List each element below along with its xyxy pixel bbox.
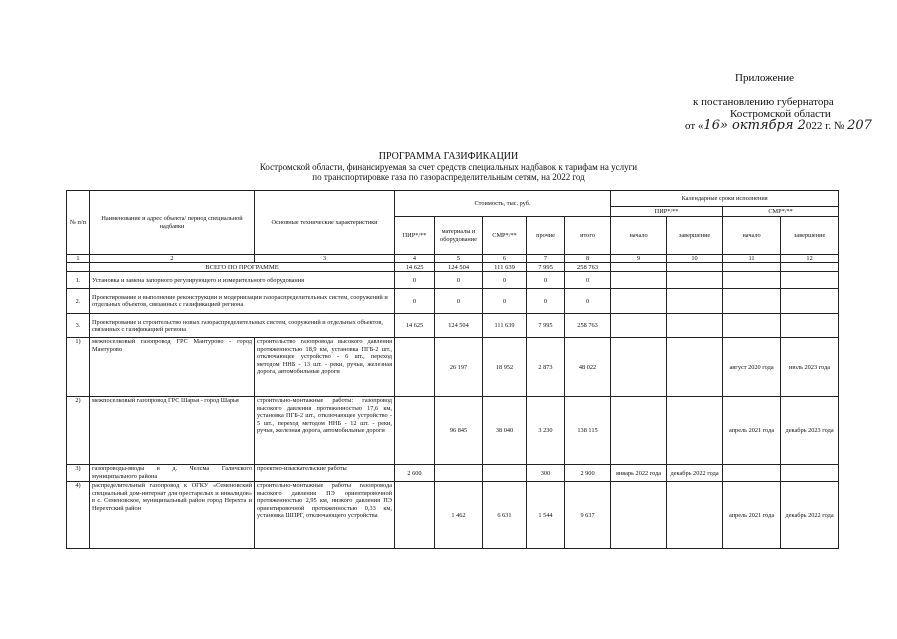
object-name: межпоселковый газопровод ГРС Шарья - город Шарья: [90, 397, 255, 465]
object-row: [67, 338, 839, 397]
column-number-row: [67, 255, 839, 263]
object-pir-end: [667, 397, 723, 465]
object-pir-end: декабрь 2022 года: [667, 465, 723, 482]
header-name: Наименование и адрес объекта/ период специальной надбавки: [90, 191, 255, 255]
section-pir: 14 625: [395, 314, 435, 338]
section-materials: 0: [435, 289, 483, 314]
col-num-10: 10: [667, 255, 723, 263]
object-pir: [395, 397, 435, 465]
gasification-program-table: [66, 190, 839, 549]
object-smr-start: август 2020 года: [723, 338, 781, 397]
total-total: 258 763: [565, 263, 611, 272]
header-pir-group: ПИР*/**: [611, 207, 723, 217]
total-pir: 14 625: [395, 263, 435, 272]
object-total: 9 637: [565, 482, 611, 549]
appendix-title: Приложение: [735, 72, 795, 84]
header-other: прочие: [527, 217, 565, 255]
object-pir-start: январь 2022 года: [611, 465, 667, 482]
col-num-12: 12: [781, 255, 839, 263]
header-materials: материалы и оборудование: [435, 217, 483, 255]
object-tech: строительство газопровода высокого давления протяженностью 18,9 км, установка ПГБ-2 шт., отключающее устройство - 6 шт., переход методом ННБ - 13 шт. - реки, ручьи, железная дорога, автомобильные дороги: [255, 338, 395, 397]
header-smr: СМР*/**: [483, 217, 527, 255]
object-pir-start: [611, 397, 667, 465]
appendix-region-line: Костромской области: [730, 108, 831, 120]
object-tech: строительно-монтажные работы: газопровод высокого давления протяженностью 17,6 км, установка ПГБ-2 шт., отключающее устройство - 5 шт., переход методом ННБ - 12 шт. - реки, ручьи, железная дорога, автомобильные дороги: [255, 397, 395, 465]
section-pir: 0: [395, 289, 435, 314]
object-other: 1 544: [527, 482, 565, 549]
object-materials: 26 197: [435, 338, 483, 397]
object-smr-start: [723, 465, 781, 482]
date-prefix: от «: [685, 120, 704, 132]
appendix-date-line: [685, 120, 872, 132]
object-total: 2 900: [565, 465, 611, 482]
object-num: 4): [67, 482, 90, 549]
handwritten-month: » октября 2: [719, 118, 806, 133]
col-num-6: 6: [483, 255, 527, 263]
section-num: 3.: [67, 314, 90, 338]
object-tech: проектно-изыскательские работы: [255, 465, 395, 482]
total-smr: 111 639: [483, 263, 527, 272]
object-smr-end: [781, 465, 839, 482]
header-num: № п/п: [67, 191, 90, 255]
object-materials: [435, 465, 483, 482]
object-row: [67, 482, 839, 549]
object-name: газопроводы-вводы в д. Челсма Галичского муниципального района: [90, 465, 255, 482]
object-pir-start: [611, 338, 667, 397]
section-total: 0: [565, 289, 611, 314]
section-smr: 111 639: [483, 314, 527, 338]
section-num: 1.: [67, 272, 90, 289]
object-smr-end: декабрь 2023 года: [781, 397, 839, 465]
section-materials: 0: [435, 272, 483, 289]
header-row-1: [67, 191, 839, 207]
object-other: 300: [527, 465, 565, 482]
object-row: [67, 397, 839, 465]
object-pir: 2 600: [395, 465, 435, 482]
object-other: 2 873: [527, 338, 565, 397]
object-pir-end: [667, 482, 723, 549]
section-name: Проектирование и строительство новых газораспределительных систем, сооружений и отдельных объектов, связанных с газификацией региона: [90, 314, 395, 338]
col-num-1: 1: [67, 255, 90, 263]
total-row: [67, 263, 839, 272]
col-num-2: 2: [90, 255, 255, 263]
section-materials: 124 504: [435, 314, 483, 338]
section-row: [67, 289, 839, 314]
object-pir-start: [611, 482, 667, 549]
col-num-7: 7: [527, 255, 565, 263]
object-row: [67, 465, 839, 482]
section-total: 258 763: [565, 314, 611, 338]
col-num-5: 5: [435, 255, 483, 263]
col-num-4: 4: [395, 255, 435, 263]
object-materials: 96 845: [435, 397, 483, 465]
object-name: межпоселковый газопровод ГРС Мантурово - город Мантурово: [90, 338, 255, 397]
object-total: 48 022: [565, 338, 611, 397]
header-pir-start: начало: [611, 217, 667, 255]
header-smr-start: начало: [723, 217, 781, 255]
object-name: распределительный газопровод к ОГКУ «Семеновский специальный дом-интернат для престарелых и инвалидов» в с. Семеновское, муниципальный район город Нерехта и Нерехтский район: [90, 482, 255, 549]
col-num-9: 9: [611, 255, 667, 263]
total-label: ВСЕГО ПО ПРОГРАММЕ: [90, 263, 395, 272]
col-num-3: 3: [255, 255, 395, 263]
total-materials: 124 504: [435, 263, 483, 272]
object-tech: строительно-монтажные работы газопровода высокого давления ПЭ ориентировочной протяженностью 2,95 км, низкого давления ПЭ ориентировочной протяженностью 0,33 км, установка ШПРГ, отключающего устройства: [255, 482, 395, 549]
section-pir: 0: [395, 272, 435, 289]
total-other: 7 995: [527, 263, 565, 272]
handwritten-day: 16: [703, 118, 720, 133]
object-smr-start: апрель 2021 года: [723, 397, 781, 465]
object-pir: [395, 482, 435, 549]
header-pir: ПИР*/**: [395, 217, 435, 255]
object-total: 138 115: [565, 397, 611, 465]
object-pir-end: [667, 338, 723, 397]
col-num-11: 11: [723, 255, 781, 263]
object-smr-end: июль 2023 года: [781, 338, 839, 397]
object-num: 2): [67, 397, 90, 465]
object-materials: 1 462: [435, 482, 483, 549]
section-other: 0: [527, 272, 565, 289]
object-smr: 6 631: [483, 482, 527, 549]
section-smr: 0: [483, 272, 527, 289]
section-row: [67, 272, 839, 289]
header-smr-group: СМР*/**: [723, 207, 839, 217]
section-other: 0: [527, 289, 565, 314]
object-num: 3): [67, 465, 90, 482]
object-num: 1): [67, 338, 90, 397]
section-name: Установка и замена запорного регулирующего и измерительного оборудования: [90, 272, 395, 289]
header-pir-end: завершение: [667, 217, 723, 255]
date-suffix: 022 г. №: [805, 120, 845, 132]
section-smr: 0: [483, 289, 527, 314]
program-title: ПРОГРАММА ГАЗИФИКАЦИИ: [378, 151, 519, 162]
section-row: [67, 314, 839, 338]
header-cost-group: Стоимость, тыс. руб.: [395, 191, 611, 217]
section-num: 2.: [67, 289, 90, 314]
section-name: Проектирование и выполнение реконструкции и модернизации газораспределительных систем, сооружений и отдельных объектов, связанных с газификацией региона: [90, 289, 395, 314]
object-smr-end: декабрь 2022 года: [781, 482, 839, 549]
appendix-decree-line: к постановлению губернатора: [693, 96, 834, 108]
object-smr-start: апрель 2021 года: [723, 482, 781, 549]
program-subtitle-line1: Костромской области, финансируемая за счет средств специальных надбавок к тарифам на услуги: [259, 162, 638, 172]
object-pir: [395, 338, 435, 397]
object-other: 3 230: [527, 397, 565, 465]
section-other: 7 995: [527, 314, 565, 338]
program-subtitle-line2: по транспортировке газа по газораспределительным сетям, на 2022 год: [312, 172, 585, 182]
object-smr: [483, 465, 527, 482]
object-smr: 38 040: [483, 397, 527, 465]
header-smr-end: завершение: [781, 217, 839, 255]
handwritten-number: 207: [847, 118, 872, 133]
object-smr: 18 952: [483, 338, 527, 397]
col-num-8: 8: [565, 255, 611, 263]
section-total: 0: [565, 272, 611, 289]
header-tech: Основные технические характеристики: [255, 191, 395, 255]
header-schedule-group: Календарные сроки исполнения: [611, 191, 839, 207]
header-total: итого: [565, 217, 611, 255]
